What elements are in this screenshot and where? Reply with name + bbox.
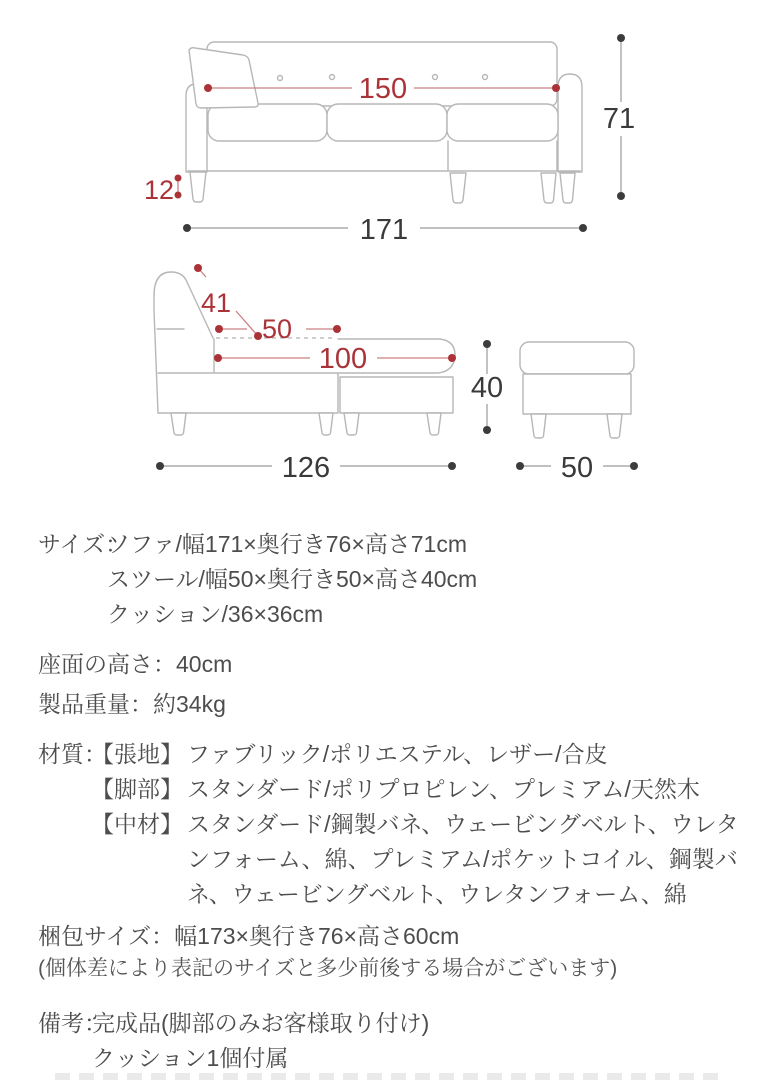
spec-remarks-row — [38, 1006, 744, 1076]
pillow-outline — [189, 48, 258, 108]
dim-front-height — [603, 34, 635, 200]
spec-weight: 製品重量：約34kg — [38, 691, 226, 717]
spec-material-filling-row — [38, 807, 744, 912]
spec-size-values — [107, 527, 744, 632]
spec-material-tag-upholstery: 【張地】 — [91, 741, 183, 767]
dim-label-100: 100 — [318, 343, 368, 375]
dim-stool-width — [516, 452, 638, 484]
spec-size-stool: スツール/幅50×奥行き50×高さ40cm — [107, 566, 478, 592]
cropped-text-row — [55, 1073, 725, 1080]
spec-package-note: (個体差により表記のサイズと多少前後する場合がございます) — [38, 957, 618, 980]
dim-label-171: 171 — [359, 214, 409, 246]
spec-remarks-values — [92, 1006, 744, 1076]
spec-size-cushion: クッション/36×36cm — [107, 601, 324, 627]
spec-remarks-cushion: クッション1個付属 — [92, 1045, 289, 1071]
dim-label-40: 40 — [470, 372, 504, 404]
dim-label-41: 41 — [200, 288, 232, 318]
spec-material-upholstery-row — [38, 737, 744, 772]
spec-text-block — [38, 527, 744, 1076]
spec-remarks-label: 備考： — [38, 1010, 107, 1036]
dim-side-seat-chaise-length — [214, 343, 456, 375]
dim-label-71: 71 — [602, 103, 636, 135]
spec-material-text-filling: スタンダード/鋼製バネ、ウェービングベルト、ウレタンフォーム、綿、プレミアム/ポケットコイル、鋼製バネ、ウェービングベルト、ウレタンフォーム、綿 — [187, 811, 739, 907]
stool-front-outline — [520, 342, 634, 438]
dim-label-126: 126 — [281, 452, 331, 484]
spec-material-label: 材質： — [38, 741, 107, 767]
dim-label-150: 150 — [358, 73, 408, 105]
spec-material-tag-legs: 【脚部】 — [91, 776, 183, 802]
front-view-diagram — [0, 0, 770, 250]
dim-label-12: 12 — [143, 175, 175, 205]
dim-label-50-depth: 50 — [261, 314, 293, 344]
spec-seat-height: 座面の高さ：40cm — [38, 651, 233, 677]
spec-material-legs-row — [38, 772, 744, 807]
spec-remarks-finished: 完成品(脚部のみお客様取り付け) — [92, 1010, 430, 1036]
spec-material-text-legs: スタンダード/ポリプロピレン、プレミアム/天然木 — [187, 776, 700, 802]
dim-front-total-width — [183, 214, 587, 246]
spec-material-tag-filling: 【中材】 — [91, 811, 183, 837]
sofa-side-outline — [154, 272, 455, 435]
dim-front-leg-height — [144, 175, 182, 206]
side-view-diagram — [0, 250, 770, 485]
dim-side-seat-depth — [215, 314, 341, 344]
dim-label-50-stool: 50 — [560, 452, 594, 484]
spec-size-row — [38, 527, 744, 632]
dim-stool-height — [471, 340, 503, 434]
spec-package-size: 梱包サイズ：幅173×奥行き76×高さ60cm — [38, 923, 460, 949]
spec-material-text-upholstery: ファブリック/ポリエステル、レザー/合皮 — [187, 741, 608, 767]
spec-size-sofa: ソファ/幅171×奥行き76×高さ71cm — [107, 531, 467, 557]
spec-size-label: サイズ： — [38, 531, 129, 557]
sofa-front-outline — [186, 42, 582, 203]
dim-side-total-length — [156, 452, 456, 484]
